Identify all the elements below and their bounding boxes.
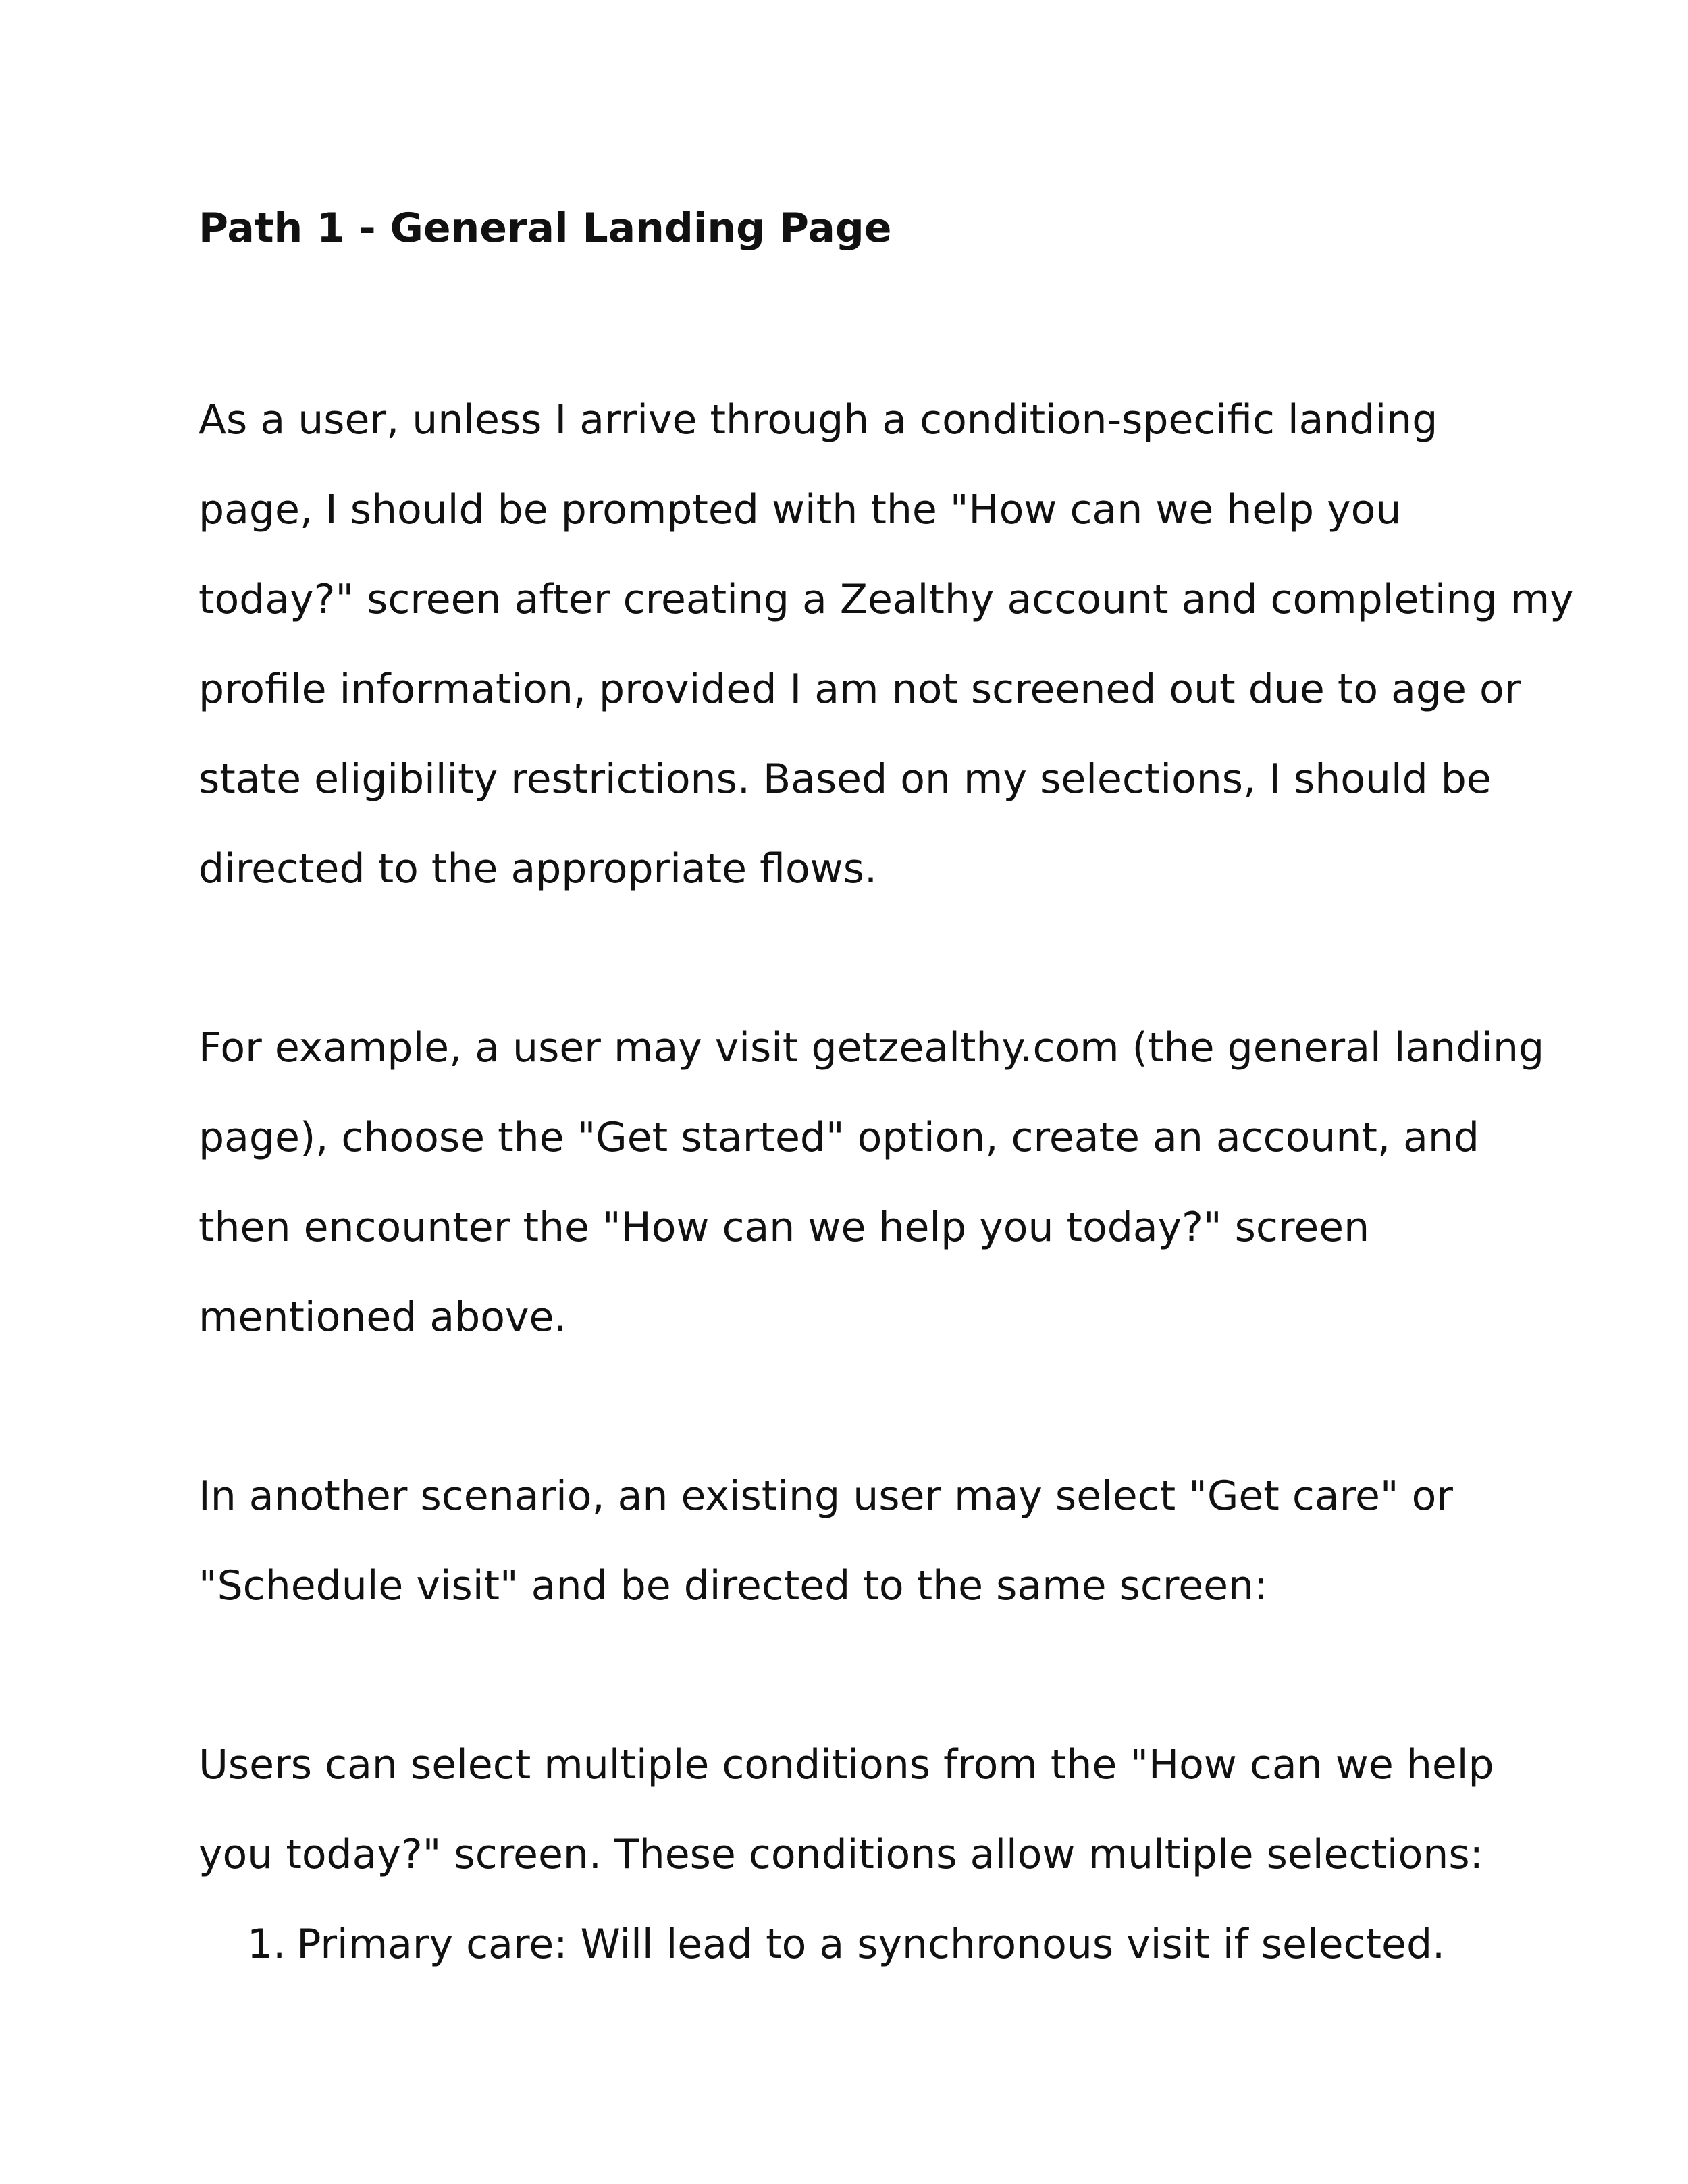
text-line: then encounter the "How can we help you today?" screen: [199, 1204, 1370, 1251]
text-line: In another scenario, an existing user may select "Get care" or: [199, 1472, 1453, 1520]
text-line: today?" screen after creating a Zealthy account and completing my: [199, 576, 1574, 623]
text-line: For example, a user may visit getzealthy.com (the general landing: [199, 1024, 1545, 1071]
page-title: Path 1 - General Landing Page: [199, 205, 892, 252]
text-line: page), choose the "Get started" option, create an account, and: [199, 1114, 1479, 1161]
paragraph-scenario: [199, 1451, 1522, 1631]
list-item-number: 1.: [247, 1921, 286, 1968]
text-line: state eligibility restrictions. Based on my selections, I should be: [199, 755, 1492, 803]
text-line: page, I should be prompted with the "How can we help you: [199, 486, 1402, 533]
text-line: directed to the appropriate flows.: [199, 845, 878, 893]
paragraph-conditions: [199, 1720, 1522, 1900]
paragraph-example: [199, 1003, 1545, 1362]
text-line: Users can select multiple conditions from the "How can we help: [199, 1741, 1494, 1788]
document-content: [199, 196, 1574, 1990]
paragraph-intro: [199, 375, 1574, 914]
text-line: mentioned above.: [199, 1294, 567, 1341]
text-line: you today?" screen. These conditions allow multiple selections:: [199, 1831, 1483, 1878]
list-item: [199, 1900, 1522, 1990]
conditions-list: [199, 1900, 1522, 1990]
text-line: As a user, unless I arrive through a condition-specific landing: [199, 396, 1438, 444]
text-line: profile information, provided I am not screened out due to age or: [199, 666, 1521, 713]
text-line: "Schedule visit" and be directed to the same screen:: [199, 1562, 1268, 1609]
list-item-text: Primary care: Will lead to a synchronous visit if selected.: [296, 1921, 1446, 1968]
